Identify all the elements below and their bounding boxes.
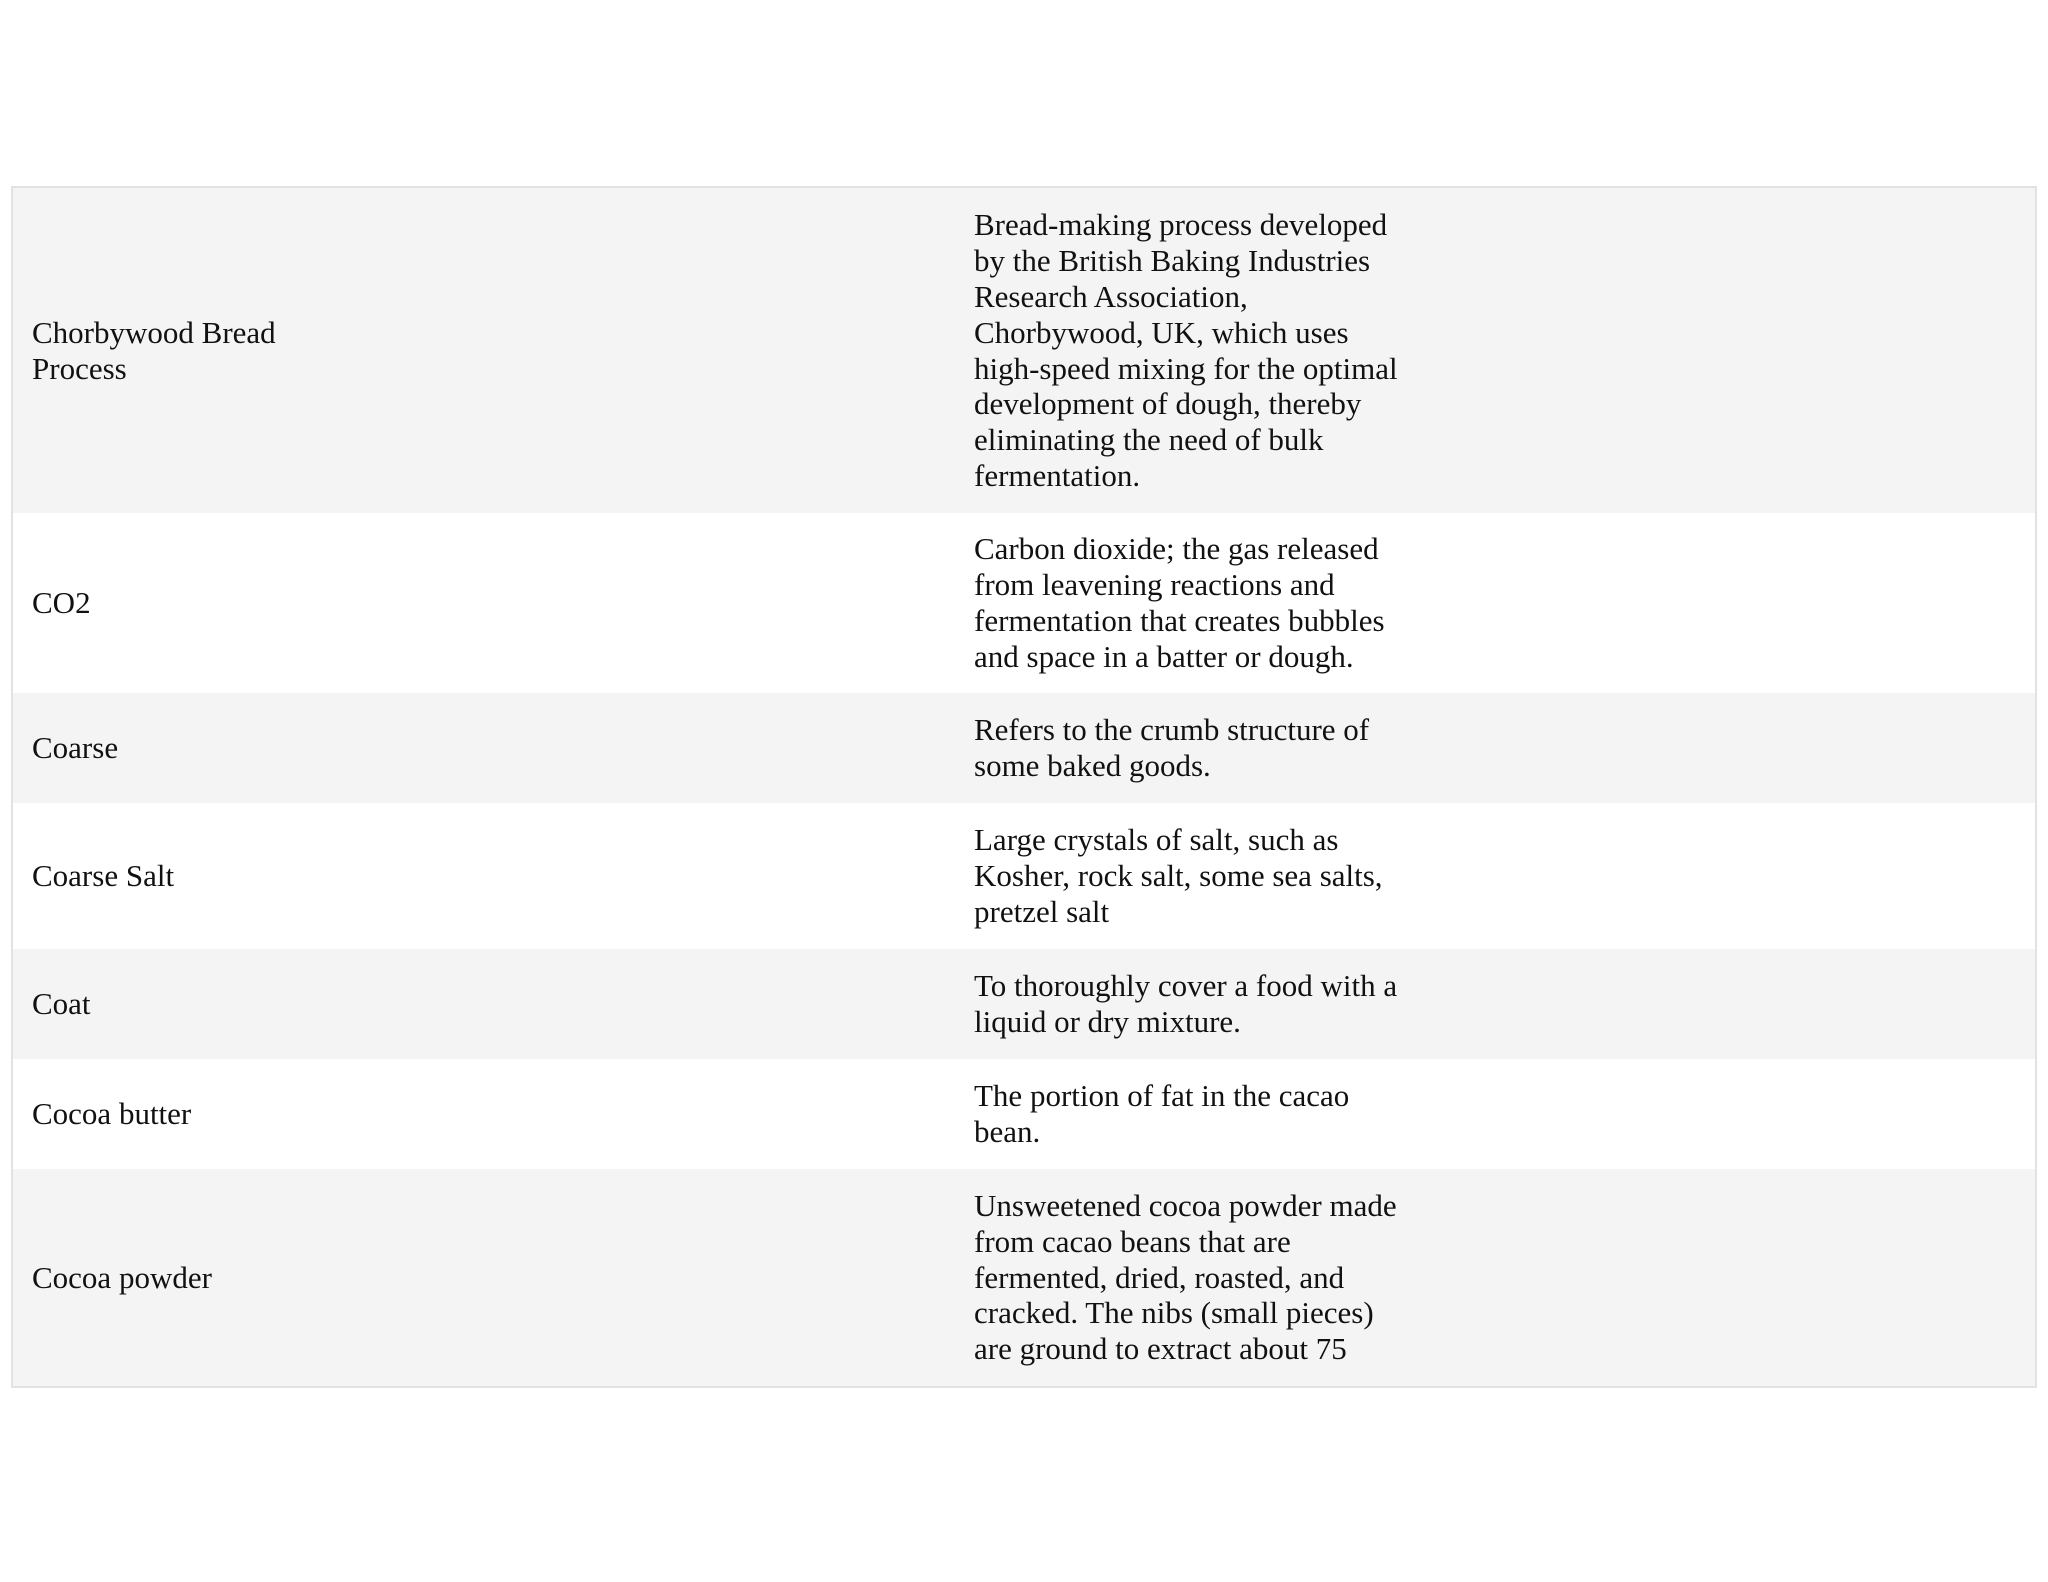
table-row — [13, 693, 2035, 803]
table-row — [13, 1059, 2035, 1169]
glossary-term: Coat — [32, 986, 91, 1021]
glossary-definition: To thoroughly cover a food with a liquid or dry mixture. — [974, 968, 1398, 1039]
glossary-definition: Large crystals of salt, such as Kosher, rock salt, some sea salts, pretzel salt — [974, 822, 1383, 929]
glossary-term: Cocoa butter — [32, 1096, 192, 1131]
table-row — [13, 513, 2035, 693]
glossary-definition: Unsweetened cocoa powder made from cacao beans that are fermented, dried, roasted, and cracked. The nibs (small pieces) are ground to extract about 75 — [974, 1188, 1397, 1367]
table-row — [13, 803, 2035, 949]
glossary-term: CO2 — [32, 585, 91, 620]
glossary-definition: Bread-making process developed by the British Baking Industries Research Association, Chorbywood, UK, which uses high-speed mixing for the optimal development of dough, thereby eliminating the need of bulk fermentation. — [974, 207, 1398, 493]
table-row — [13, 949, 2035, 1059]
glossary-term: Coarse Salt — [32, 858, 175, 893]
glossary-definition: The portion of fat in the cacao bean. — [974, 1078, 1350, 1149]
table-row — [13, 1169, 2035, 1386]
glossary-term: Coarse — [32, 730, 119, 765]
glossary-term: Chorbywood Bread Process — [32, 314, 276, 386]
glossary-table — [11, 186, 2037, 1388]
glossary-definition: Carbon dioxide; the gas released from leavening reactions and fermentation that creates bubbles and space in a batter or dough. — [974, 531, 1385, 674]
glossary-definition: Refers to the crumb structure of some baked goods. — [974, 712, 1370, 783]
table-row — [13, 188, 2035, 513]
glossary-term: Cocoa powder — [32, 1259, 212, 1295]
